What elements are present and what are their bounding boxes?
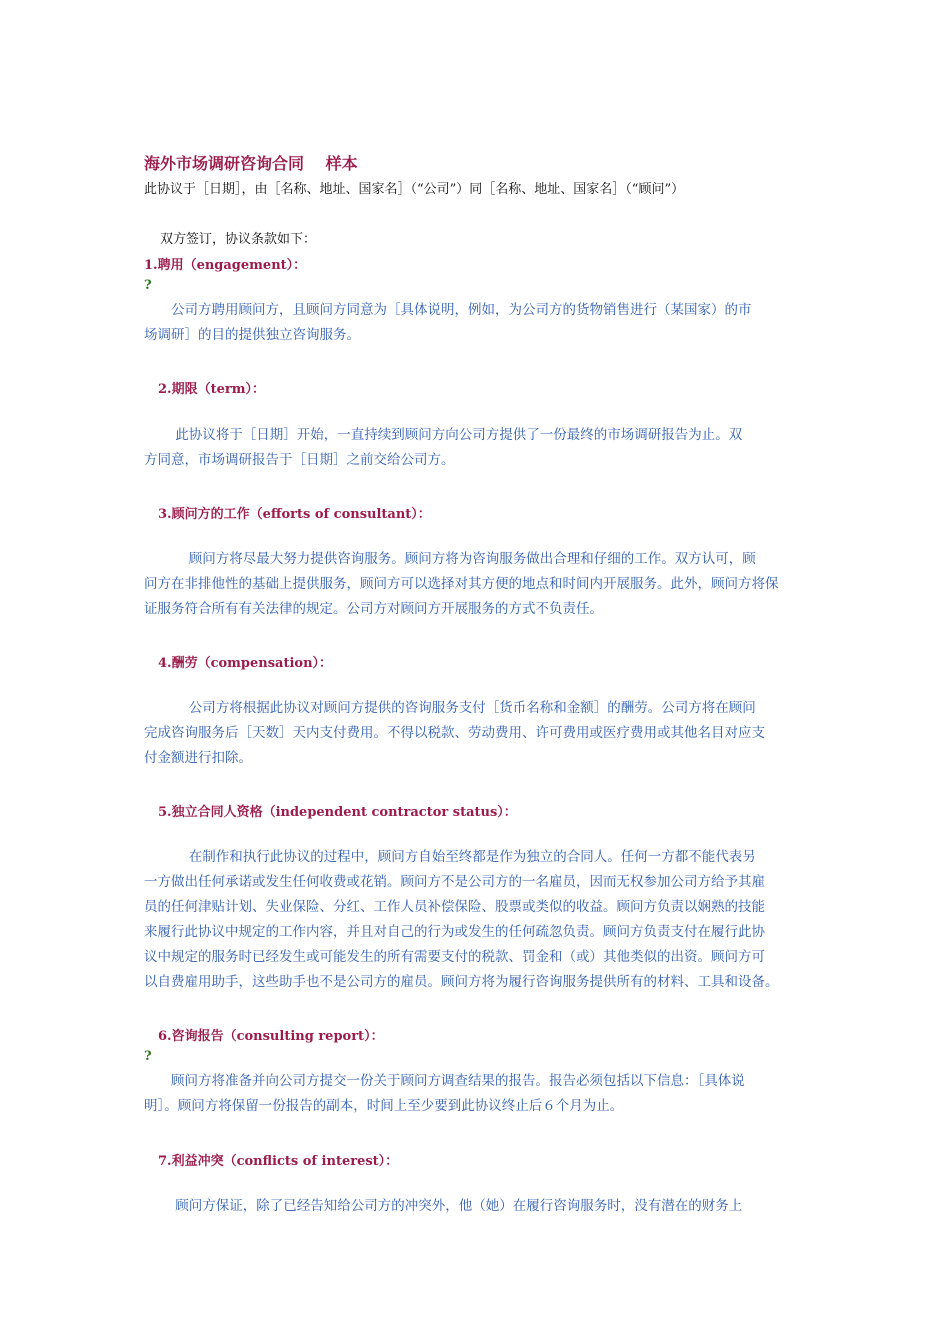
body-line: 付金额进行扣除。 [144, 750, 252, 766]
question-mark: ? [144, 278, 152, 293]
body-line: 明］。顾问方将保留一份报告的副本，时间上至少要到此协议终止后６个月为止。 [144, 1098, 624, 1114]
body-line: 此协议将于［日期］开始，一直持续到顾问方向公司方提供了一份最终的市场调研报告为止。双 [144, 427, 743, 443]
section-heading-efforts: 3.顾问方的工作（efforts of consultant）： [158, 507, 431, 522]
section-body-term [144, 423, 816, 473]
body-line: 顾问方将准备并向公司方提交一份关于顾问方调查结果的报告。报告必须包括以下信息：［具体说 [144, 1073, 745, 1089]
body-line: 顾问方将尽最大努力提供咨询服务。顾问方将为咨询服务做出合理和仔细的工作。双方认可，顾 [144, 551, 756, 567]
section-heading-consulting-report: 6.咨询报告（consulting report）： [158, 1029, 384, 1044]
body-line: 员的任何津贴计划、失业保险、分红、工作人员补偿保险、股票或类似的收益。顾问方负责以娴熟的技能 [144, 899, 765, 915]
body-line: 以自费雇用助手，这些助手也不是公司方的雇员。顾问方将为履行咨询服务提供所有的材料、工具和设备。 [144, 974, 779, 990]
body-line: 在制作和执行此协议的过程中，顾问方自始至终都是作为独立的合同人。任何一方都不能代表另 [144, 849, 756, 865]
body-line: 公司方聘用顾问方，且顾问方同意为［具体说明，例如，为公司方的货物销售进行（某国家）的市 [144, 302, 752, 318]
question-mark: ? [144, 1049, 152, 1064]
body-line: 顾问方保证，除了已经告知给公司方的冲突外，他（她）在履行咨询服务时，没有潜在的财务上 [144, 1198, 743, 1214]
preface-line: 双方签订，协议条款如下： [160, 232, 317, 247]
body-line: 来履行此协议中规定的工作内容，并且对自己的行为或发生的任何疏忽负责。顾问方负责支付在履行此协 [144, 924, 765, 940]
body-line: 场调研］的目的提供独立咨询服务。 [144, 327, 360, 343]
body-line: 议中规定的服务时已经发生或可能发生的所有需要支付的税款、罚金和（或）其他类似的出资。顾问方可 [144, 949, 765, 965]
section-heading-compensation: 4.酬劳（compensation）： [158, 656, 333, 671]
section-heading-conflicts-of-interest: 7.利益冲突（conflicts of interest）： [158, 1154, 399, 1169]
body-line: 公司方将根据此协议对顾问方提供的咨询服务支付［货币名称和金额］的酬劳。公司方将在顾问 [144, 700, 756, 716]
body-line: 证服务符合所有有关法律的规定。公司方对顾问方开展服务的方式不负责任。 [144, 601, 603, 617]
section-body-independent-contractor [144, 845, 816, 995]
section-body-efforts [144, 547, 816, 622]
body-line: 一方做出任何承诺或发生任何收费或花销。顾问方不是公司方的一名雇员，因而无权参加公司方给予其雇 [144, 874, 765, 890]
section-heading-term: 2.期限（term）： [158, 382, 265, 397]
body-line: 问方在非排他性的基础上提供服务，顾问方可以选择对其方便的地点和时间内开展服务。此外，顾问方将保 [144, 576, 779, 592]
body-line: 完成咨询服务后［天数］天内支付费用。不得以税款、劳动费用、许可费用或医疗费用或其他名目对应支 [144, 725, 765, 741]
intro-line: 此协议于［日期］，由［名称、地址、国家名］（“公司”）同［名称、地址、国家名］（“顾问”） [144, 182, 685, 197]
section-heading-engagement: 1.聘用（engagement）： [144, 258, 307, 273]
section-body-consulting-report [144, 1069, 816, 1119]
section-body-compensation [144, 696, 816, 771]
section-body-engagement [144, 298, 816, 348]
section-heading-independent-contractor: 5.独立合同人资格（independent contractor status）： [158, 805, 517, 820]
body-line: 方同意，市场调研报告于［日期］之前交给公司方。 [144, 452, 455, 468]
document-title: 海外市场调研咨询合同 样本 [144, 154, 358, 173]
section-body-conflicts-of-interest [144, 1194, 816, 1219]
